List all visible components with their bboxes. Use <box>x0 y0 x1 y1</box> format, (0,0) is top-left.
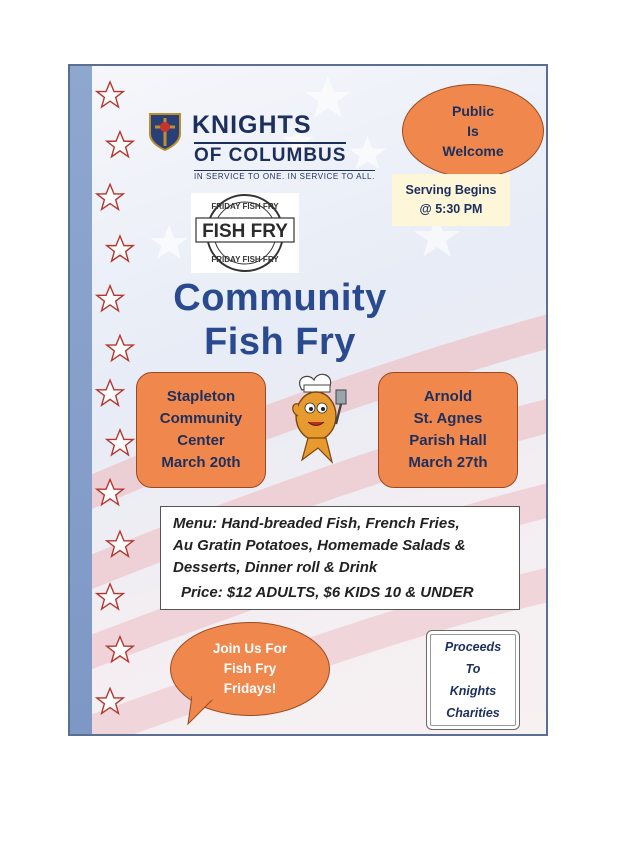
callout-line-3: Fridays! <box>223 681 277 696</box>
star-icon <box>107 531 133 556</box>
star-icon <box>97 184 123 209</box>
venue-2-line-3: Parish Hall <box>409 432 487 449</box>
star-column <box>92 66 142 734</box>
venue-1-line-3: Center <box>177 432 225 449</box>
public-welcome-oval <box>402 84 544 178</box>
callout-line-2: Fish Fry <box>223 661 277 676</box>
star-icon <box>107 236 133 261</box>
fish-fry-badge-icon <box>190 192 300 274</box>
menu-line-3: Desserts, Dinner roll & Drink <box>173 559 378 576</box>
title-line-2: Fish Fry <box>204 321 356 363</box>
callout-line-1: Join Us For <box>212 641 288 656</box>
kofc-emblem-icon <box>148 112 182 152</box>
org-name: KNIGHTS <box>192 111 312 139</box>
star-icon <box>97 688 123 713</box>
proceeds-box <box>426 630 520 730</box>
proceeds-line-2: To <box>465 662 481 676</box>
star-icon <box>97 82 123 107</box>
venue-1-date: March 20th <box>161 454 241 471</box>
venue-2-line-2: St. Agnes <box>413 410 483 427</box>
public-line-1: Public <box>451 103 494 119</box>
org-subtitle: OF COLUMBUS <box>194 142 346 167</box>
star-icon <box>107 132 133 157</box>
badge-bottom-text: FRIDAY FISH FRY <box>211 255 279 264</box>
star-icon <box>107 430 133 455</box>
venue-2-line-1: Arnold <box>423 388 473 405</box>
proceeds-line-1: Proceeds <box>444 640 502 654</box>
star-icon <box>107 637 133 662</box>
proceeds-line-3: Knights <box>449 684 497 698</box>
star-icon <box>97 584 123 609</box>
event-title <box>70 276 490 364</box>
badge-center-text: FISH FRY <box>202 221 288 242</box>
public-line-3: Welcome <box>442 143 504 159</box>
proceeds-line-4: Charities <box>446 706 500 720</box>
venue-box-arnold <box>378 372 518 488</box>
serving-line-1: Serving Begins <box>405 183 497 197</box>
menu-line-2: Au Gratin Potatoes, Homemade Salads & <box>173 537 466 554</box>
venue-box-stapleton <box>136 372 266 488</box>
flyer <box>68 64 548 736</box>
serving-line-2: @ 5:30 PM <box>419 202 483 216</box>
chef-fish-mascot-icon <box>284 372 358 466</box>
speech-tail-icon <box>186 696 216 726</box>
title-line-1: Community <box>173 277 387 319</box>
star-icon <box>97 380 123 405</box>
side-bar <box>70 66 92 734</box>
menu-line-1: Menu: Hand-breaded Fish, French Fries, <box>173 515 460 532</box>
badge-top-text: FRIDAY FISH FRY <box>211 202 279 211</box>
public-line-2: Is <box>467 123 479 139</box>
menu-box <box>160 506 520 610</box>
menu-price: Price: $12 ADULTS, $6 KIDS 10 & UNDER <box>181 584 474 601</box>
serving-time-box <box>392 174 510 226</box>
org-motto: IN SERVICE TO ONE. IN SERVICE TO ALL. <box>194 172 375 181</box>
venue-1-line-1: Stapleton <box>166 388 236 405</box>
venue-1-line-2: Community <box>159 410 243 427</box>
venue-2-date: March 27th <box>408 454 488 471</box>
star-icon <box>97 480 123 505</box>
